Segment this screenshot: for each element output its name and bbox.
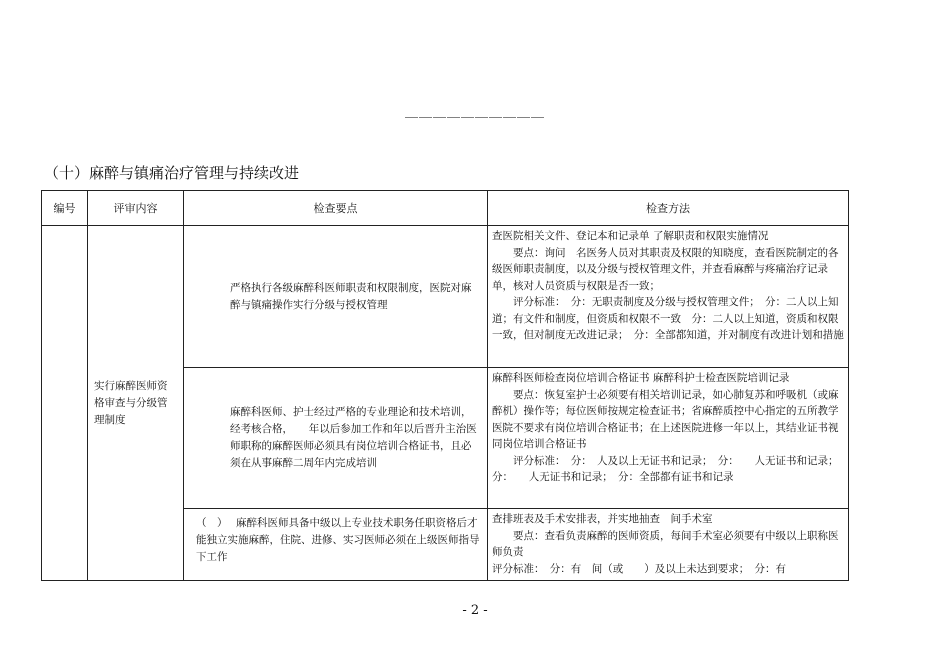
check-point-cell — [184, 509, 488, 581]
check-point-cell: 严格执行各级麻醉科医师职责和权限制度，医院对麻醉与镇痛操作实行分级与授权管理 — [184, 226, 488, 368]
header-check-points: 检查要点 — [184, 191, 488, 226]
review-content-cell: 实行麻醉医师资格审查与分级管理制度 — [88, 226, 184, 581]
header-check-method: 检查方法 — [488, 191, 849, 226]
header-number: 编号 — [42, 191, 88, 226]
method-line: 要点：恢复室护士必须要有相关培训记录，如心肺复苏和呼吸机（或麻醉机）操作等；每位医师按规定检查证书；省麻醉质控中心指定的五所教学医院不要求有岗位培训合格证书；在上述医院进修一年以上，其结业证书视同岗位培训合格证书 — [492, 388, 839, 450]
check-method-cell — [488, 509, 849, 581]
check-point-text: 麻醉科医师具备中级以上专业技术职务任职资格后才能独立实施麻醉，住院、进修、实习医师必须在上级医师指导下工作 — [196, 517, 480, 563]
item-number: （ ） — [196, 517, 228, 529]
review-table — [41, 190, 849, 581]
page-number: - 2 - — [462, 603, 488, 618]
method-line: 评分标准： 分：有 间（或 ）及以上未达到要求； 分：有 — [492, 562, 786, 575]
check-method-cell — [488, 368, 849, 509]
number-cell — [42, 226, 88, 581]
method-line: 要点：查看负责麻醉的医师资质，每间手术室必须要有中级以上职称医师负责 — [492, 529, 839, 558]
method-line: 麻醉科医师检查岗位培训合格证书 麻醉科护士检查医院培训记录 — [492, 372, 790, 384]
document-header: ＿＿＿＿＿＿＿＿＿＿ — [404, 105, 545, 120]
method-line: 评分标准： 分： 人及以上无证书和记录； 分： 人无证书和记录； 分： 人无证书和记录； 分：全部都有证书和记录 — [492, 454, 844, 483]
section-title: （十）麻醉与镇痛治疗管理与持续改进 — [44, 164, 300, 182]
check-method-cell — [488, 226, 849, 368]
method-line: 要点：询问 名医务人员对其职责及权限的知晓度，查看医院制定的各级医师职责制度，以及分级与授权管理文件，并查看麻醉与疼痛治疗记录单，核对人员资质与权限是否一致； — [492, 246, 839, 292]
table-row — [42, 226, 849, 368]
method-line: 查排班表及手术安排表，并实地抽查 间手术室 — [492, 513, 713, 525]
table-header-row — [42, 191, 849, 226]
method-line: 评分标准： 分：无职责制度及分级与授权管理文件； 分：二人以上知道；有文件和制度，但资质和权限不一致 分：二人以上知道，资质和权限一致，但对制度无改进记录； 分：全部都知道，并对制度有改进计划和措施 — [492, 296, 844, 341]
check-point-cell: 麻醉科医师、护士经过严格的专业理论和技术培训，经考核合格， 年以后参加工作和年以后晋升主治医师职称的麻醉医师必须具有岗位培训合格证书，且必须在从事麻醉二周年内完成培训 — [184, 368, 488, 509]
method-line: 查医院相关文件、登记本和记录单 了解职责和权限实施情况 — [492, 230, 769, 242]
header-review-content: 评审内容 — [88, 191, 184, 226]
